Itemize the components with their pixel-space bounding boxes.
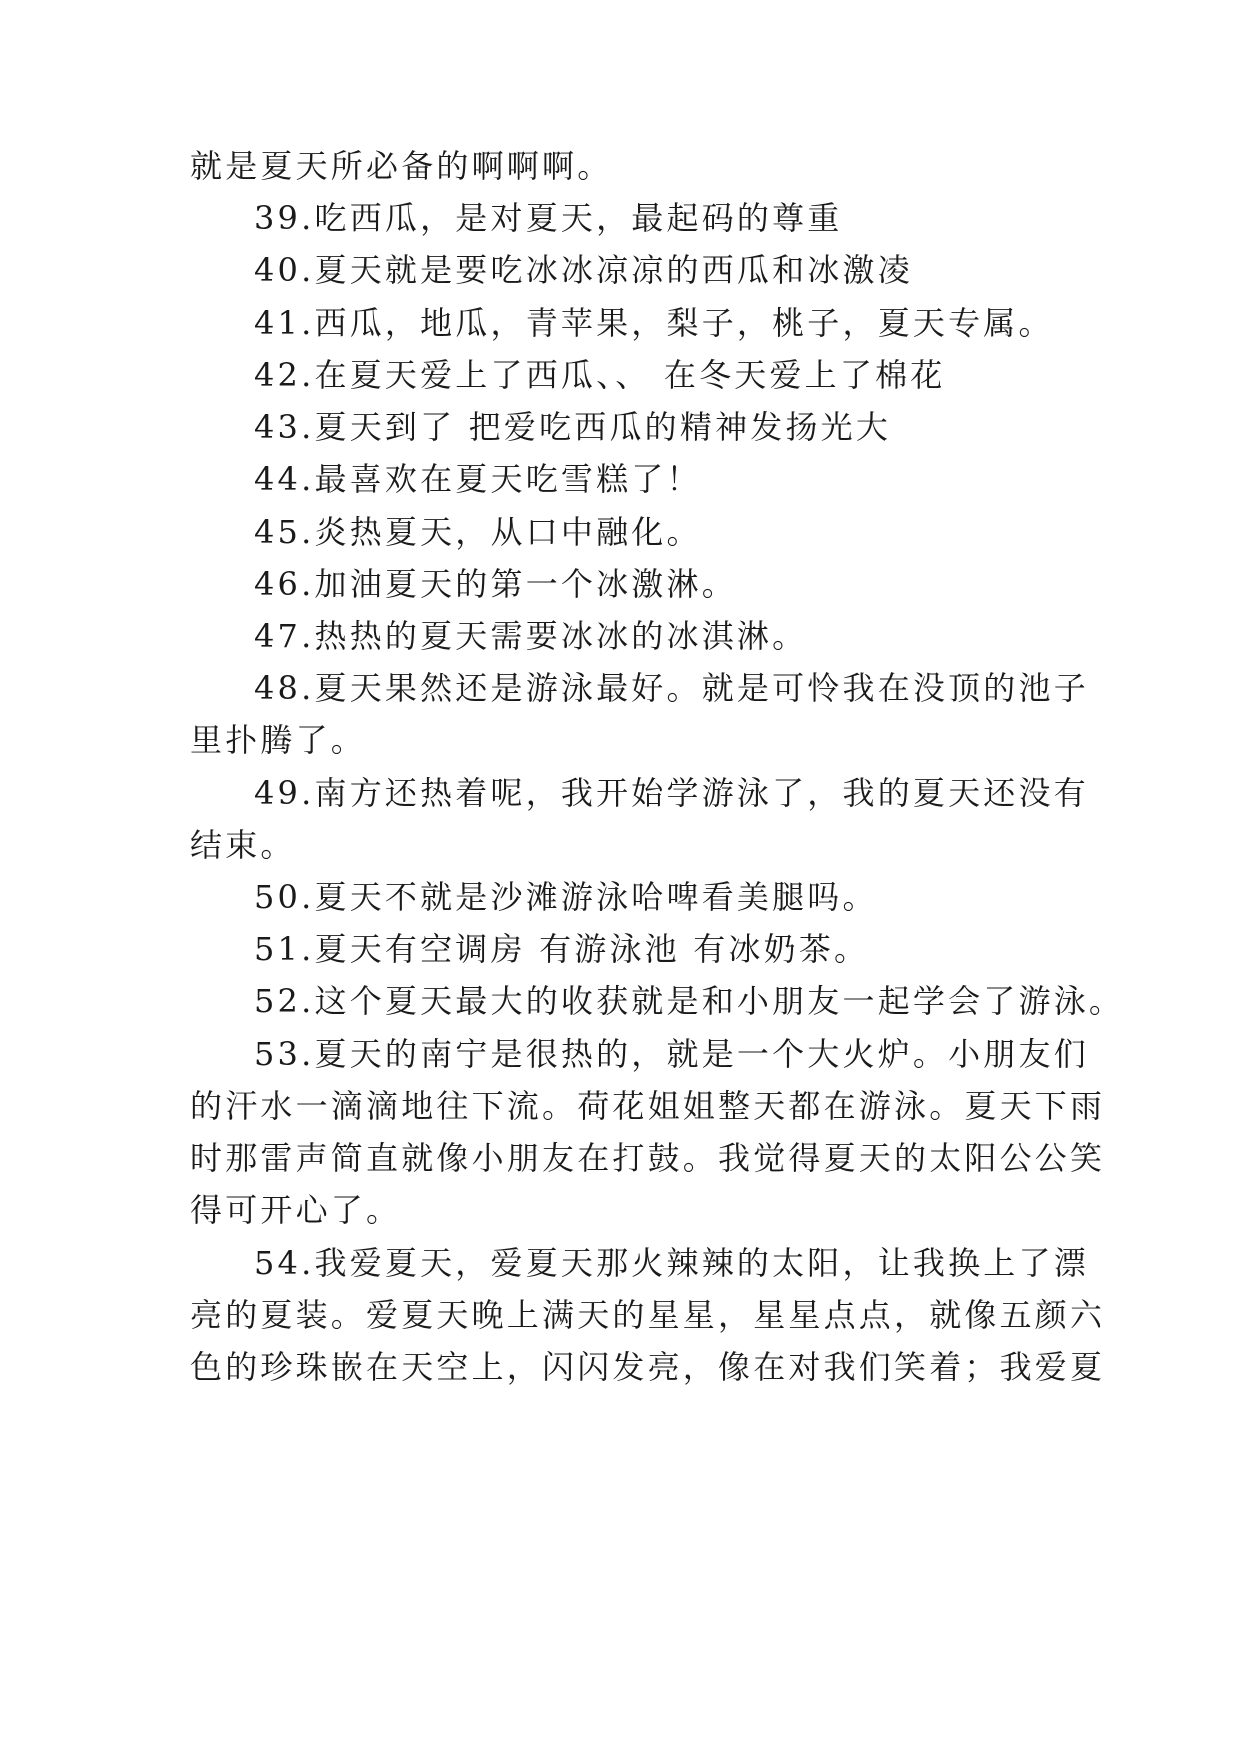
text-line: 49.南方还热着呢，我开始学游泳了，我的夏天还没有 — [254, 774, 1089, 812]
text-line: 47.热热的夏天需要冰冰的冰淇淋。 — [254, 617, 808, 655]
text-line: 亮的夏装。爱夏天晚上满天的星星，星星点点，就像五颜六 — [190, 1296, 1106, 1334]
text-line: 41.西瓜，地瓜，青苹果，梨子，桃子，夏天专属。 — [254, 304, 1054, 342]
text-line: 时那雷声简直就像小朋友在打鼓。我觉得夏天的太阳公公笑 — [190, 1139, 1106, 1177]
text-line: 46.加油夏天的第一个冰激淋。 — [254, 565, 737, 603]
text-line: 得可开心了。 — [190, 1191, 402, 1229]
text-line: 45.炎热夏天，从口中融化。 — [254, 513, 702, 551]
text-line: 53.夏天的南宁是很热的，就是一个大火炉。小朋友们 — [254, 1035, 1089, 1073]
text-line: 里扑腾了。 — [190, 721, 367, 759]
text-line: 52.这个夏天最大的收获就是和小朋友一起学会了游泳。 — [254, 982, 1125, 1020]
text-line: 结束。 — [190, 826, 296, 864]
text-line: 43.夏天到了 把爱吃西瓜的精神发扬光大 — [254, 408, 892, 446]
text-line: 42.在夏天爱上了西瓜、、 在冬天爱上了棉花 — [254, 356, 946, 394]
text-line: 44.最喜欢在夏天吃雪糕了！ — [254, 460, 702, 498]
text-line: 48.夏天果然还是游泳最好。就是可怜我在没顶的池子 — [254, 669, 1089, 707]
text-line: 39.吃西瓜，是对夏天，最起码的尊重 — [254, 199, 843, 237]
text-line: 就是夏天所必备的啊啊啊。 — [190, 147, 613, 185]
text-line: 的汗水一滴滴地往下流。荷花姐姐整天都在游泳。夏天下雨 — [190, 1087, 1106, 1125]
text-line: 54.我爱夏天，爱夏天那火辣辣的太阳，让我换上了漂 — [254, 1244, 1089, 1282]
text-line: 51.夏天有空调房 有游泳池 有冰奶茶。 — [254, 930, 870, 968]
text-line: 色的珍珠嵌在天空上，闪闪发亮，像在对我们笑着；我爱夏 — [190, 1348, 1106, 1386]
text-line: 40.夏天就是要吃冰冰凉凉的西瓜和冰激凌 — [254, 251, 913, 289]
text-line: 50.夏天不就是沙滩游泳哈啤看美腿吗。 — [254, 878, 878, 916]
